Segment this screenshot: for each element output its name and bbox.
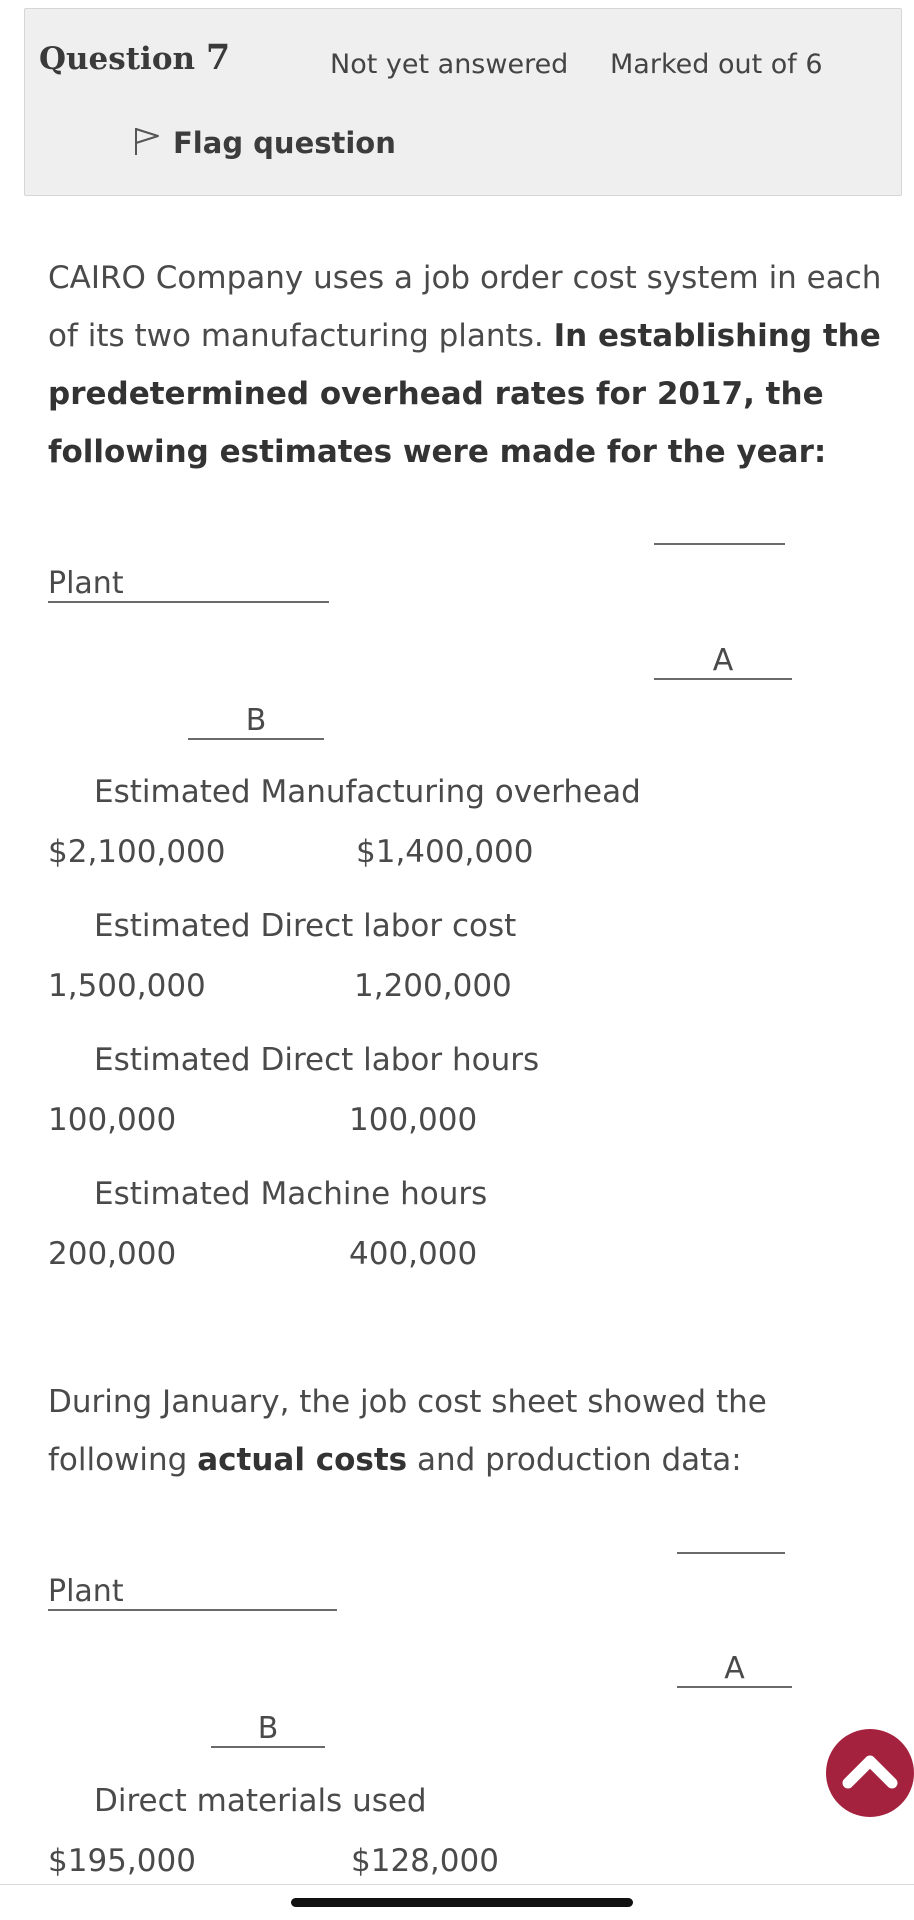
table1-col-a-header: A <box>654 644 792 680</box>
january-plain-1: During January, the job cost sheet showed the following <box>48 1384 767 1478</box>
table1-row-b-value: 400,000 <box>349 1236 478 1272</box>
table1-col-b-header: B <box>188 704 324 740</box>
chevron-up-icon <box>842 1751 898 1795</box>
table2-top-rule <box>677 1552 785 1554</box>
table1-row-label: Estimated Direct labor cost <box>94 908 517 944</box>
table2-row-label: Direct materials used <box>94 1783 427 1819</box>
question-number: 7 <box>205 37 231 78</box>
home-indicator[interactable] <box>291 1898 633 1907</box>
flag-icon <box>133 125 161 161</box>
table2-col-b-header: B <box>211 1712 325 1748</box>
table1-plant-header: Plant <box>48 567 329 603</box>
question-state: Not yet answered <box>330 49 569 80</box>
table1-row-a-value: 100,000 <box>48 1102 177 1138</box>
january-bold: actual costs <box>197 1442 408 1478</box>
table1-row-a-value: 200,000 <box>48 1236 177 1272</box>
january-text <box>48 1373 888 1489</box>
question-intro-text <box>48 249 888 481</box>
flag-question-label: Flag question <box>173 126 396 160</box>
table1-top-rule <box>654 543 785 545</box>
table1-row-label: Estimated Manufacturing overhead <box>94 774 641 810</box>
question-info-box <box>24 8 902 196</box>
intro-bold: In establishing the predetermined overhead rates for 2017, the following estimates were made for the year: <box>48 318 881 470</box>
table1-row-label: Estimated Machine hours <box>94 1176 488 1212</box>
bottom-divider <box>0 1884 914 1885</box>
table1-row-b-value: 100,000 <box>349 1102 478 1138</box>
question-grade: Marked out of 6 <box>610 49 823 80</box>
january-plain-2: and production data: <box>407 1442 742 1478</box>
table1-row-b-value: 1,200,000 <box>354 968 512 1004</box>
question-title-word: Question <box>39 41 196 77</box>
table2-row-a-value: $195,000 <box>48 1843 196 1879</box>
table2-row-b-value: $128,000 <box>351 1843 499 1879</box>
table1-row-a-value: 1,500,000 <box>48 968 206 1004</box>
table2-col-a-header: A <box>677 1652 792 1688</box>
table1-row-label: Estimated Direct labor hours <box>94 1042 540 1078</box>
flag-question-link[interactable] <box>133 125 396 161</box>
table1-row-a-value: $2,100,000 <box>48 834 226 870</box>
intro-plain: CAIRO Company uses a job order cost system in each of its two manufacturing plants. <box>48 260 882 354</box>
table1-row-b-value: $1,400,000 <box>356 834 534 870</box>
table2-plant-header: Plant <box>48 1575 337 1611</box>
question-title <box>39 37 230 78</box>
scroll-to-top-button[interactable] <box>826 1729 914 1817</box>
